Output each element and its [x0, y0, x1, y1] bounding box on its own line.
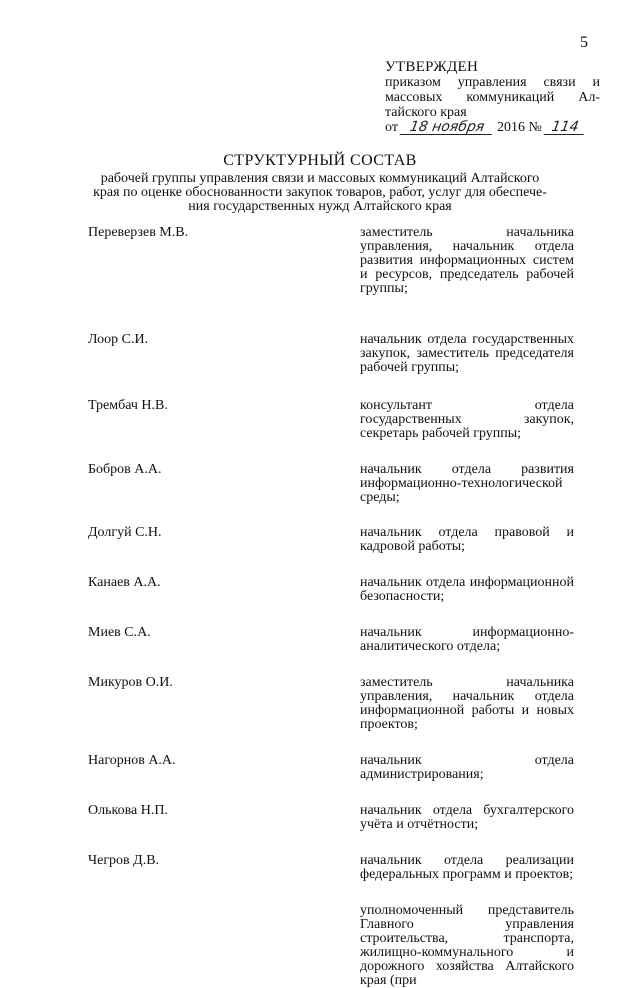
- member-role: уполномоченный представитель Главного управления строительства, транспорта, жилищно-коммунального и дорожного хозяйства Алтайского края (при: [360, 903, 574, 988]
- member-row: [88, 754, 576, 782]
- member-name: Микуров О.И.: [88, 675, 173, 690]
- member-name: Трембач Н.В.: [88, 398, 168, 413]
- approval-line: приказом управления связи и: [385, 75, 600, 90]
- member-name: Миев С.А.: [88, 625, 151, 640]
- member-role: начальник отдела развития информационно-технологической среды;: [360, 462, 574, 505]
- member-row: [88, 676, 576, 732]
- member-row: [88, 854, 576, 882]
- member-role: начальник отдела администрирования;: [360, 753, 574, 782]
- approval-line: тайского края: [385, 105, 467, 120]
- member-role: заместитель начальника управления, начальник отдела информационной работы и новых проектов;: [360, 675, 574, 732]
- member-role: начальник информационно-аналитического отдела;: [360, 625, 574, 654]
- document-title-block: [60, 152, 580, 214]
- member-role: консультант отдела государственных закупок, секретарь рабочей группы;: [360, 398, 574, 441]
- document-title: СТРУКТУРНЫЙ СОСТАВ: [223, 152, 417, 169]
- handwritten-date: 18 ноября: [400, 120, 495, 135]
- member-row: [88, 526, 576, 554]
- order-year: 2016 №: [496, 120, 542, 135]
- document-subtitle-line: рабочей группы управления связи и массовых коммуникаций Алтайского: [100, 171, 540, 186]
- member-role: заместитель начальника управления, начальник отдела развития информационных систем и ресурсов, председатель рабочей группы;: [360, 225, 574, 296]
- member-name: Олькова Н.П.: [88, 803, 168, 818]
- members-list: [88, 226, 576, 988]
- member-row: [88, 463, 576, 505]
- member-role: начальник отдела государственных закупок, заместитель председателя рабочей группы;: [360, 332, 574, 375]
- approval-stamp: [385, 60, 600, 135]
- member-row: [88, 904, 576, 988]
- member-row: [88, 626, 576, 654]
- approval-line: массовых коммуникаций Ал-: [385, 90, 600, 105]
- member-row: [88, 333, 576, 375]
- member-role: начальник отдела информационной безопасности;: [360, 575, 574, 604]
- member-role: начальник отдела реализации федеральных программ и проектов;: [360, 853, 574, 882]
- member-name: [88, 904, 360, 988]
- member-row: [88, 576, 576, 604]
- date-prefix: от: [385, 120, 398, 135]
- member-name: Чегров Д.В.: [88, 853, 160, 868]
- member-row: [88, 226, 576, 296]
- member-row: [88, 804, 576, 832]
- member-name: Лоор С.И.: [88, 332, 149, 347]
- member-row: [88, 399, 576, 441]
- member-name: Нагорнов А.А.: [88, 753, 176, 768]
- document-subtitle-line: ния государственных нужд Алтайского края: [188, 199, 452, 214]
- member-name: Переверзев М.В.: [88, 225, 189, 240]
- member-name: Долгуй С.Н.: [88, 525, 162, 540]
- approval-heading: УТВЕРЖДЕН: [385, 59, 479, 75]
- member-role: начальник отдела правовой и кадровой работы;: [360, 525, 574, 554]
- handwritten-order-number: 114: [544, 120, 587, 135]
- document-subtitle-line: края по оценке обоснованности закупок товаров, работ, услуг для обеспече-: [93, 185, 547, 200]
- approval-date-line: [385, 120, 600, 135]
- member-name: Бобров А.А.: [88, 462, 162, 477]
- member-name: Канаев А.А.: [88, 575, 161, 590]
- page-number: 5: [580, 34, 588, 51]
- member-role: начальник отдела бухгалтерского учёта и отчётности;: [360, 803, 574, 832]
